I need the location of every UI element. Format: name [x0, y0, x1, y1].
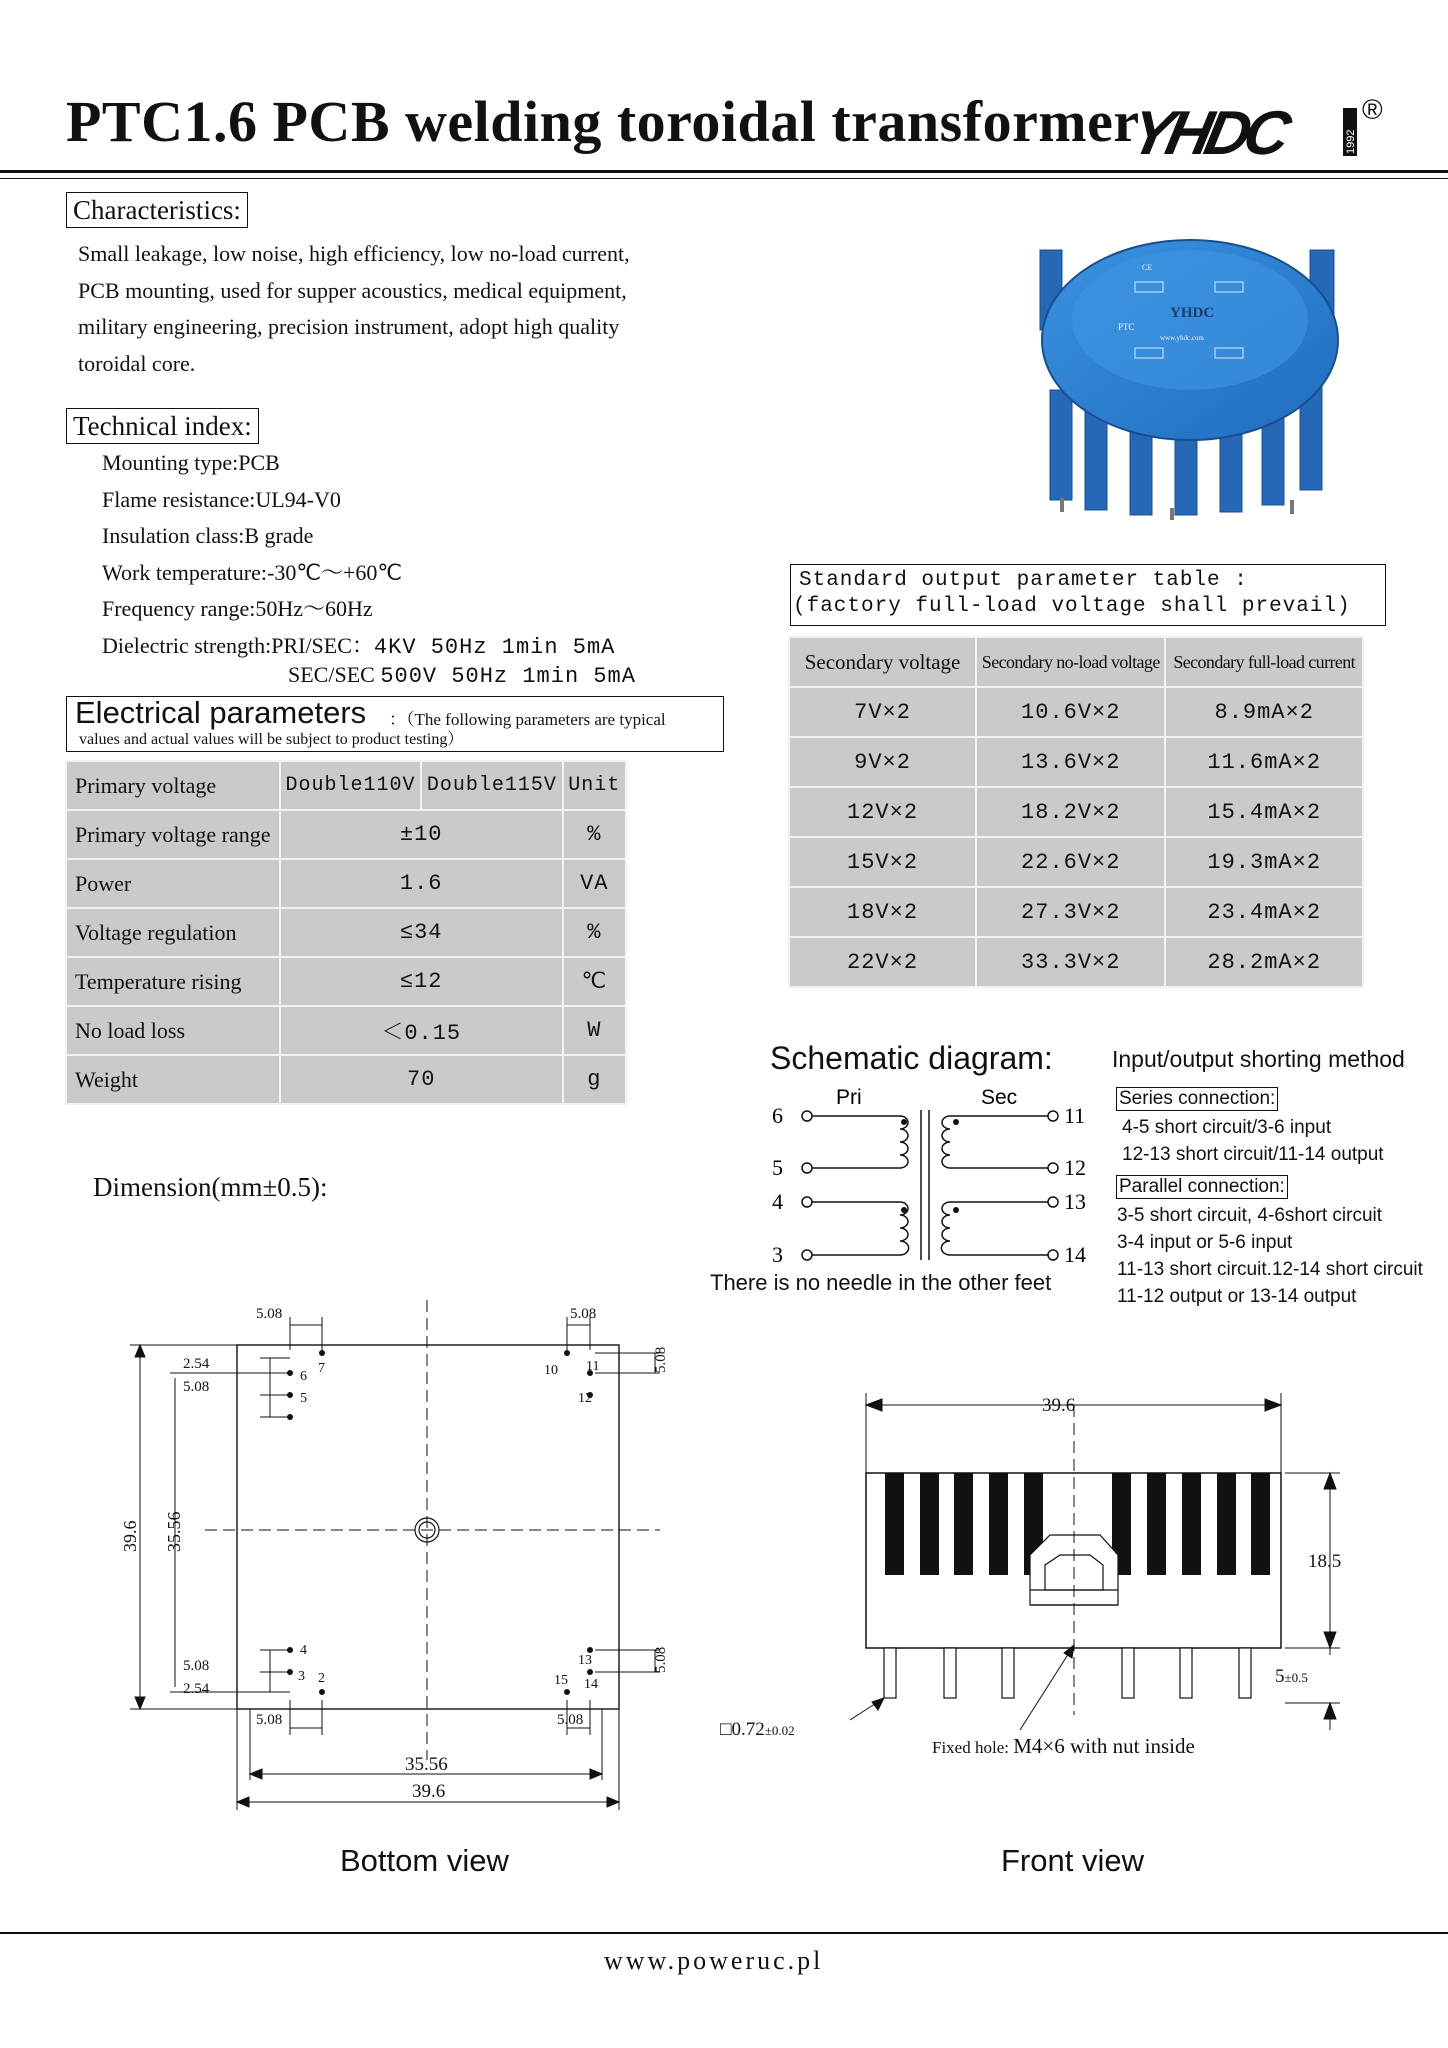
table-row	[789, 937, 1363, 987]
technical-item: Mounting type:PCB	[102, 450, 280, 475]
table-cell: Primary voltage	[66, 761, 280, 810]
dim-label: 5.08	[653, 1646, 669, 1673]
shorting-title: Input/output shorting method	[1112, 1046, 1405, 1072]
table-cell: 15V×2	[789, 837, 976, 887]
table-cell: 15.4mA×2	[1165, 787, 1363, 837]
table-cell: ≤34	[280, 908, 563, 957]
dim-label: 18.5	[1308, 1551, 1342, 1572]
pin-label: 14	[1064, 1242, 1086, 1267]
technical-item: Work temperature:-30℃～+60℃	[102, 559, 403, 585]
pin-label: 11	[586, 1359, 600, 1374]
table-cell: 12V×2	[789, 787, 976, 837]
dim-label: 5.08	[183, 1379, 210, 1395]
series-heading: Series connection:	[1116, 1087, 1278, 1111]
pin-label: 12	[1064, 1155, 1086, 1180]
table-cell: 11.6mA×2	[1165, 737, 1363, 787]
table-cell: 1.6	[280, 859, 563, 908]
dim-label: 39.6	[1042, 1395, 1076, 1416]
table-cell: Temperature rising	[66, 957, 280, 1006]
table-cell: 13.6V×2	[976, 737, 1165, 787]
table-cell: %	[563, 810, 626, 859]
dim-label: 5.08	[183, 1658, 210, 1674]
electrical-note-2: values and actual values will be subject to product testing）	[79, 731, 464, 748]
table-cell: Double115V	[421, 761, 562, 810]
front-view-drawing	[700, 1385, 1360, 1775]
table-row	[66, 957, 626, 1006]
table-cell: 9V×2	[789, 737, 976, 787]
table-row	[66, 859, 626, 908]
fixed-hole-label: Fixed hole: M4×6 with nut inside	[932, 1734, 1195, 1758]
table-row	[66, 810, 626, 859]
table-cell: 22V×2	[789, 937, 976, 987]
page-title: PTC1.6 PCB welding toroidal transformer	[66, 89, 1140, 154]
pin-label: 10	[544, 1363, 558, 1378]
characteristics-heading: Characteristics:	[66, 192, 248, 228]
photo-ce: CE	[1142, 263, 1153, 272]
technical-item: SEC/SEC 500V 50Hz 1min 5mA	[288, 662, 636, 689]
technical-item: Insulation class:B grade	[102, 523, 314, 548]
technical-heading: Technical index:	[66, 408, 259, 444]
dim-label: 5.08	[557, 1712, 584, 1728]
table-row	[66, 761, 626, 810]
electrical-heading-box	[66, 696, 724, 752]
pin-label: 3	[772, 1242, 783, 1267]
schematic-diagram	[760, 1080, 1100, 1280]
dim-label: 5.08	[570, 1306, 597, 1322]
table-cell: 28.2mA×2	[1165, 937, 1363, 987]
table-cell: Secondary voltage	[789, 637, 976, 687]
table-row	[789, 637, 1363, 687]
pin-label: 5	[772, 1155, 783, 1180]
dim-label: 39.6	[120, 1520, 140, 1552]
table-cell: Primary voltage range	[66, 810, 280, 859]
parallel-list: 3-5 short circuit, 4-6short circuit 3-4 input or 5-6 input 11-13 short circuit.12-14 short circuit 11-12 output or 13-14 output	[1117, 1205, 1423, 1307]
table-cell: VA	[563, 859, 626, 908]
table-cell: g	[563, 1055, 626, 1104]
table-cell: 33.3V×2	[976, 937, 1165, 987]
pin-label: 2	[318, 1671, 325, 1686]
registered-mark: ®	[1362, 94, 1383, 125]
schematic-pri: Pri	[836, 1086, 862, 1109]
pin-label: 12	[578, 1391, 592, 1406]
table-cell: 8.9mA×2	[1165, 687, 1363, 737]
table-cell: Unit	[563, 761, 626, 810]
schematic-note: There is no needle in the other feet	[710, 1270, 1052, 1295]
dim-label: 5.08	[256, 1306, 283, 1322]
output-table	[788, 636, 1364, 988]
pin-label: 4	[300, 1643, 307, 1658]
table-cell: 19.3mA×2	[1165, 837, 1363, 887]
table-cell: 7V×2	[789, 687, 976, 737]
brand-logo	[1125, 100, 1375, 160]
table-cell: Power	[66, 859, 280, 908]
pin-label: 7	[318, 1361, 325, 1376]
table-cell: ＜0.15	[280, 1006, 563, 1055]
electrical-table	[65, 760, 627, 1105]
electrical-note-1: ：（The following parameters are typical	[389, 710, 666, 729]
pin-label: 6	[300, 1369, 307, 1384]
table-row	[66, 908, 626, 957]
header-rule	[0, 170, 1448, 173]
table-cell: Double110V	[280, 761, 421, 810]
svg-text:1992: 1992	[1345, 129, 1357, 154]
pin-label: 4	[772, 1189, 783, 1214]
table-row	[66, 1006, 626, 1055]
schematic-sec: Sec	[981, 1086, 1018, 1109]
table-row	[789, 787, 1363, 837]
series-list: 4-5 short circuit/3-6 input 12-13 short circuit/11-14 output	[1122, 1117, 1384, 1165]
header-rule-thin	[0, 178, 1448, 179]
dim-label: 5±0.5	[1275, 1666, 1308, 1687]
pin-label: 11	[1064, 1103, 1086, 1128]
parallel-heading: Parallel connection:	[1116, 1175, 1288, 1199]
technical-list	[102, 445, 636, 696]
pin-label: 13	[1064, 1189, 1086, 1214]
product-photo	[1030, 230, 1350, 520]
table-cell: 18V×2	[789, 887, 976, 937]
dim-label: 35.56	[164, 1511, 184, 1552]
table-cell: ±10	[280, 810, 563, 859]
dim-label: 2.54	[183, 1681, 210, 1697]
dim-label: 5.08	[256, 1712, 283, 1728]
table-cell: Voltage regulation	[66, 908, 280, 957]
table-row	[789, 687, 1363, 737]
table-cell: Secondary no-load voltage	[976, 637, 1165, 687]
table-cell: Secondary full-load current	[1165, 637, 1363, 687]
technical-item: Dielectric strength:PRI/SEC：4KV 50Hz 1min 5mA	[102, 632, 616, 660]
bottom-view-caption: Bottom view	[340, 1843, 509, 1878]
footer-url[interactable]: www.poweruc.pl	[604, 1946, 824, 1975]
table-cell: %	[563, 908, 626, 957]
pin-label: 14	[584, 1677, 598, 1692]
pin-label: 5	[300, 1391, 307, 1406]
table-row	[789, 887, 1363, 937]
pin-label: 6	[772, 1103, 783, 1128]
table-cell: W	[563, 1006, 626, 1055]
dim-label: 5.08	[653, 1346, 669, 1373]
pin-label: 3	[298, 1669, 305, 1684]
photo-brand: YHDC	[1170, 305, 1215, 321]
electrical-heading: Electrical parameters	[75, 695, 367, 730]
table-cell: 22.6V×2	[976, 837, 1165, 887]
table-cell: No load loss	[66, 1006, 280, 1055]
table-cell: 18.2V×2	[976, 787, 1165, 837]
dimension-heading: Dimension(mm±0.5):	[93, 1172, 328, 1202]
technical-item: Flame resistance:UL94-V0	[102, 486, 341, 512]
table-row	[789, 837, 1363, 887]
footer-rule	[0, 1932, 1448, 1934]
table-cell: 27.3V×2	[976, 887, 1165, 937]
photo-model: PTC	[1118, 322, 1135, 332]
dim-label: □0.72±0.02	[720, 1719, 795, 1740]
photo-url: www.yhdc.com	[1160, 334, 1204, 342]
dim-label: 35.56	[405, 1754, 448, 1775]
svg-text:YHDC: YHDC	[1125, 100, 1291, 160]
pin-label: 13	[578, 1653, 592, 1668]
table-row	[66, 1055, 626, 1104]
table-cell: 10.6V×2	[976, 687, 1165, 737]
pin-label: 15	[554, 1673, 568, 1688]
table-cell: Weight	[66, 1055, 280, 1104]
table-cell: 23.4mA×2	[1165, 887, 1363, 937]
table-cell: 70	[280, 1055, 563, 1104]
table-row	[789, 737, 1363, 787]
dim-label: 2.54	[183, 1356, 210, 1372]
bottom-view-drawing	[100, 1290, 680, 1830]
output-caption: Standard output parameter table : (factory full-load voltage shall prevail)	[790, 564, 1386, 626]
technical-item: Frequency range:50Hz～60Hz	[102, 596, 373, 621]
schematic-title: Schematic diagram:	[770, 1040, 1053, 1076]
table-cell: ≤12	[280, 957, 563, 1006]
characteristics-text: Small leakage, low noise, high efficiency, low no-load current, PCB mounting, used for supper acoustics, medical equipment, military engineering, precision instrument, adopt high quality toroidal core.	[78, 241, 630, 376]
dim-label: 39.6	[412, 1781, 446, 1802]
front-view-caption: Front view	[1001, 1843, 1144, 1878]
table-cell: ℃	[563, 957, 626, 1006]
